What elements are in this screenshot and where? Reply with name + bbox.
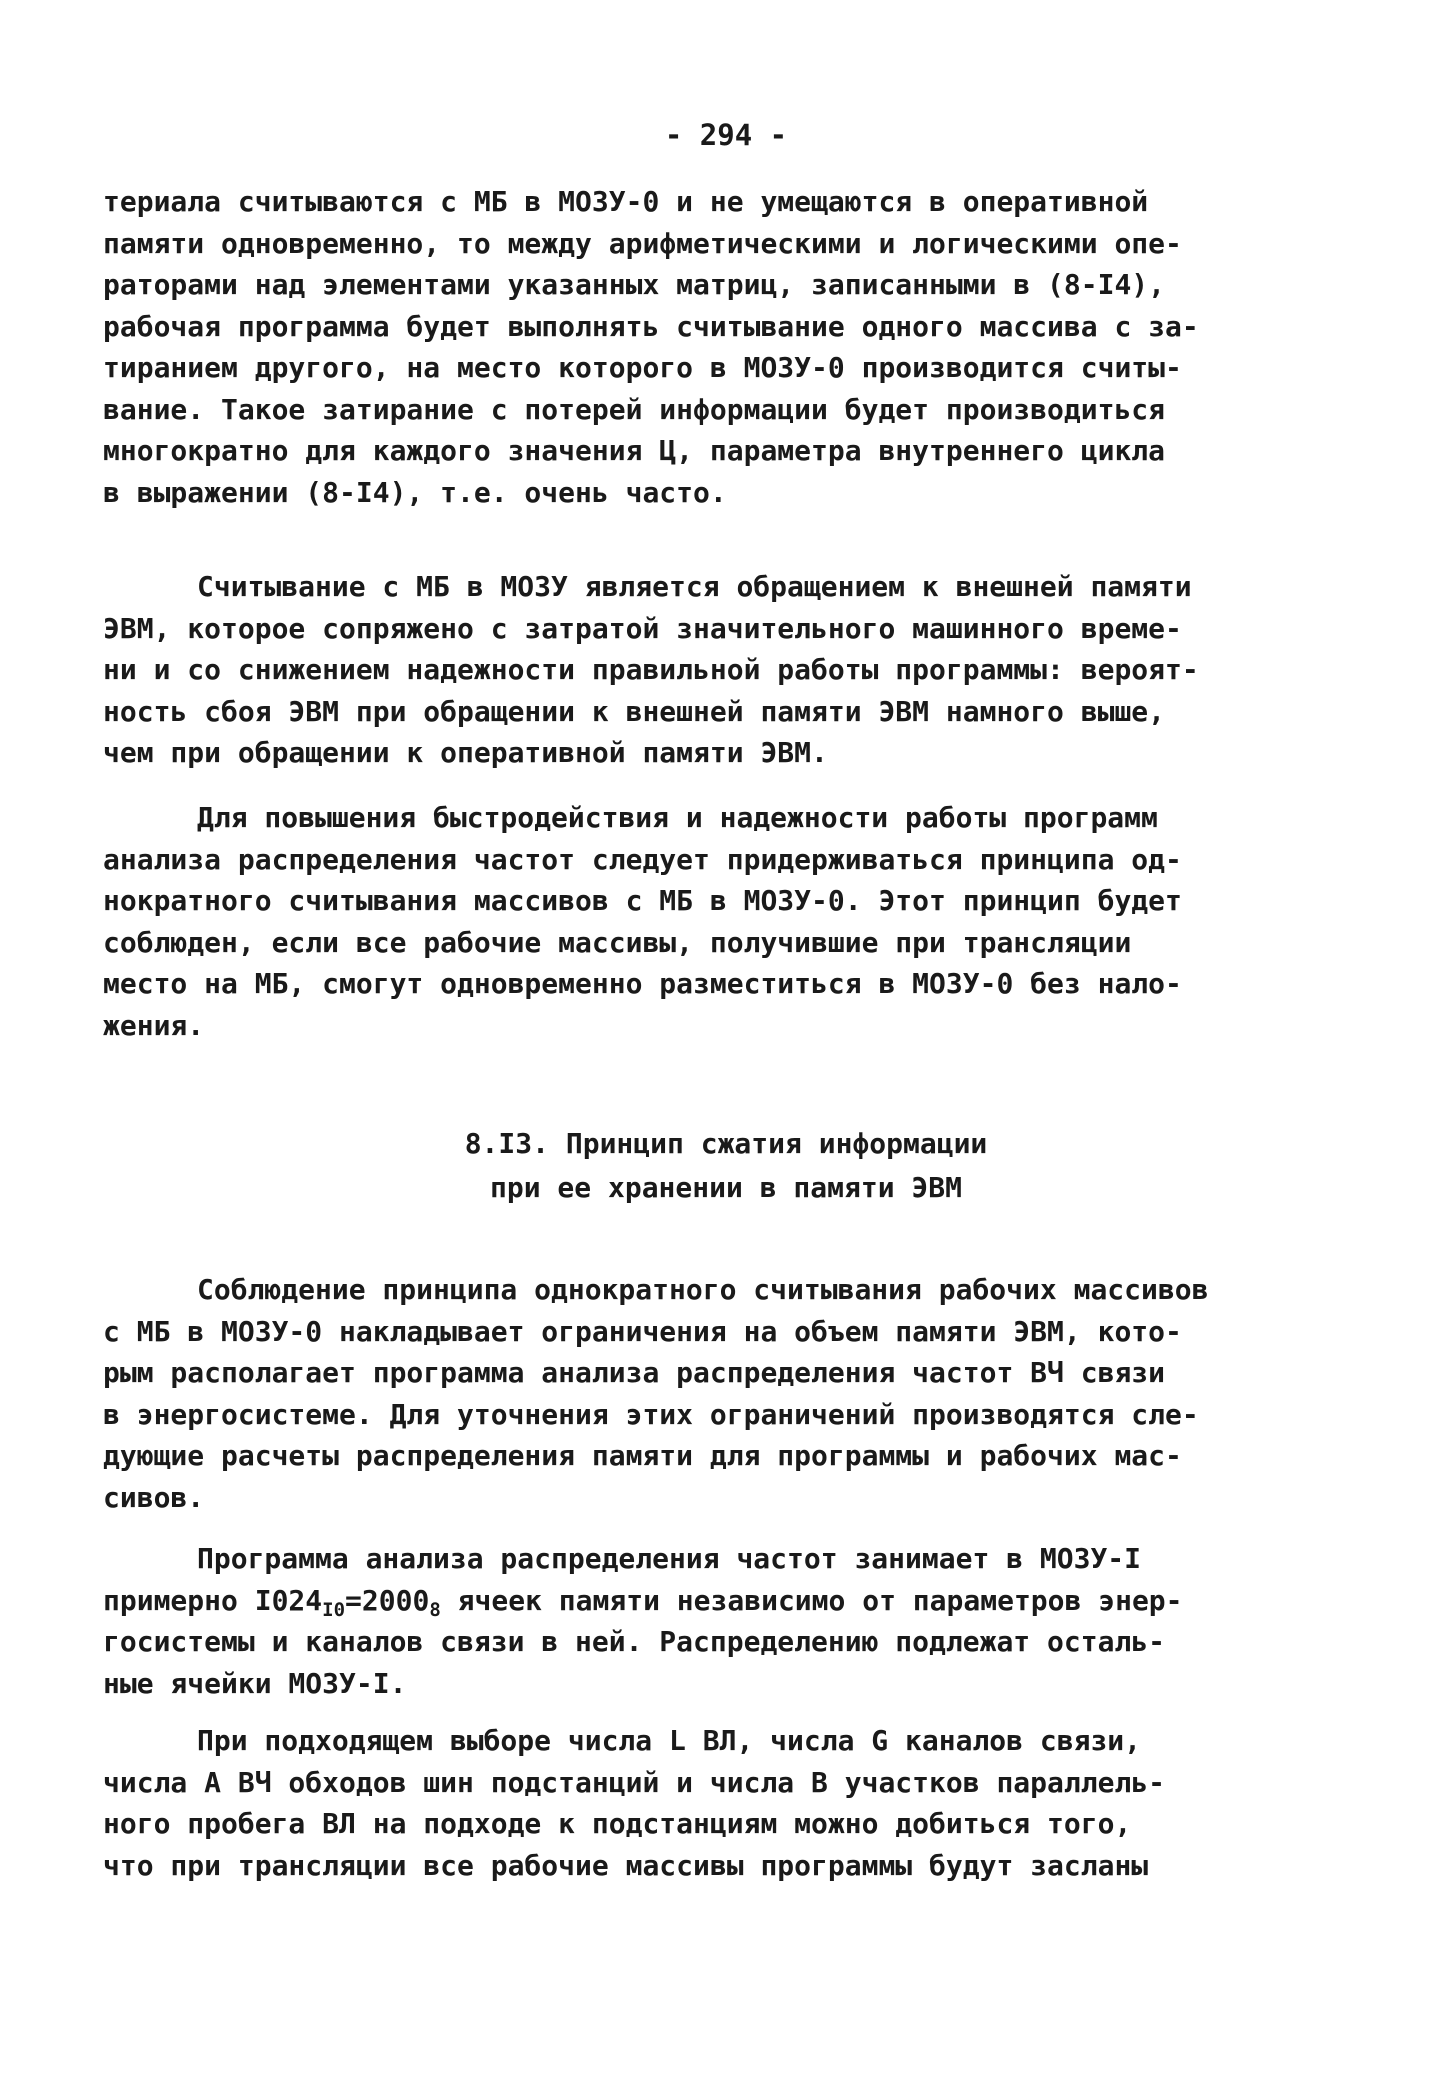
text-line: в выражении (8-I4), т.е. очень часто. — [103, 475, 727, 509]
text-line: многократно для каждого значения Ц, параметра внутреннего цикла — [103, 434, 1166, 467]
text-line: дующие расчеты распределения памяти для программы и рабочих мас- — [103, 1439, 1182, 1472]
paragraph-3 — [103, 797, 1373, 1046]
text-fragment: =2000 — [345, 1583, 430, 1617]
text-line: госистемы и каналов связи в ней. Распределению подлежат осталь- — [103, 1625, 1166, 1658]
text-line: ного пробега ВЛ на подходе к подстанциям можно добиться того, — [103, 1807, 1132, 1840]
text-line: вание. Такое затирание с потерей информации будет производиться — [103, 392, 1166, 426]
text-line: с МБ в МОЗУ-0 накладывает ограничения на объем памяти ЭВМ, кото- — [103, 1314, 1182, 1348]
text-line: чем при обращении к оперативной памяти ЭВМ. — [103, 736, 828, 769]
page-number: - 294 - — [664, 118, 788, 152]
paragraph-1 — [103, 181, 1373, 513]
text-line: ность сбоя ЭВМ при обращении к внешней памяти ЭВМ намного выше, — [103, 694, 1166, 728]
text-line: соблюден, если все рабочие массивы, получившие при трансляции — [103, 925, 1132, 959]
text-line: Программа анализа распределения частот занимает в МОЗУ-I — [197, 1542, 1142, 1575]
text-line: жения. — [103, 1008, 205, 1042]
text-line: ЭВМ, которое сопряжено с затратой значительного машинного време- — [103, 611, 1182, 645]
text-line: числа A ВЧ обходов шин подстанций и числа B участков параллель- — [103, 1765, 1166, 1799]
text-line: ни и со снижением надежности правильной работы программы: вероят- — [103, 653, 1199, 686]
section-heading-line: при ее хранении в памяти ЭВМ — [489, 1171, 962, 1204]
text-fragment: ячеек памяти независимо от параметров энер- — [440, 1583, 1183, 1617]
paragraph-6 — [103, 1720, 1373, 1886]
subscript: 8 — [429, 1598, 441, 1621]
text-line: териала считываются с МБ в МОЗУ-0 и не умещаются в оперативной — [103, 185, 1149, 218]
text-line: тиранием другого, на место которого в МОЗУ-0 производится считы- — [103, 351, 1182, 384]
text-line: памяти одновременно, то между арифметическими и логическими опе- — [103, 226, 1182, 260]
text-line: Считывание с МБ в МОЗУ является обращением к внешней памяти — [197, 570, 1192, 603]
text-fragment: примерно I024 — [103, 1583, 323, 1617]
text-line: ные ячейки МОЗУ-I. — [103, 1666, 407, 1700]
text-line: нократного считывания массивов с МБ в МОЗУ-0. Этот принцип будет — [103, 884, 1182, 917]
text-line-with-subscripts — [103, 1580, 1373, 1622]
paragraph-4 — [103, 1269, 1373, 1518]
text-line: что при трансляции все рабочие массивы программы будут засланы — [103, 1848, 1149, 1882]
text-line: Соблюдение принципа однократного считывания рабочих массивов — [197, 1273, 1209, 1306]
paragraph-2 — [103, 566, 1373, 774]
section-heading — [0, 1122, 1452, 1210]
text-line: сивов. — [103, 1480, 205, 1514]
text-line: Для повышения быстродействия и надежности работы программ — [197, 801, 1158, 834]
paragraph-5 — [103, 1538, 1373, 1704]
text-line: рабочая программа будет выполнять считывание одного массива с за- — [103, 309, 1199, 343]
section-heading-line: 8.I3. Принцип сжатия информации — [464, 1127, 988, 1160]
text-line: рым располагает программа анализа распределения частот ВЧ связи — [103, 1356, 1166, 1389]
text-line: место на МБ, смогут одновременно разместиться в МОЗУ-0 без нало- — [103, 967, 1182, 1000]
text-line: раторами над элементами указанных матриц, записанными в (8-I4), — [103, 268, 1166, 301]
text-line: При подходящем выборе числа L ВЛ, числа G каналов связи, — [197, 1724, 1142, 1757]
text-line: в энергосистеме. Для уточнения этих ограничений производятся сле- — [103, 1397, 1199, 1431]
subscript: I0 — [322, 1598, 346, 1621]
text-line: анализа распределения частот следует придерживаться принципа од- — [103, 842, 1182, 876]
